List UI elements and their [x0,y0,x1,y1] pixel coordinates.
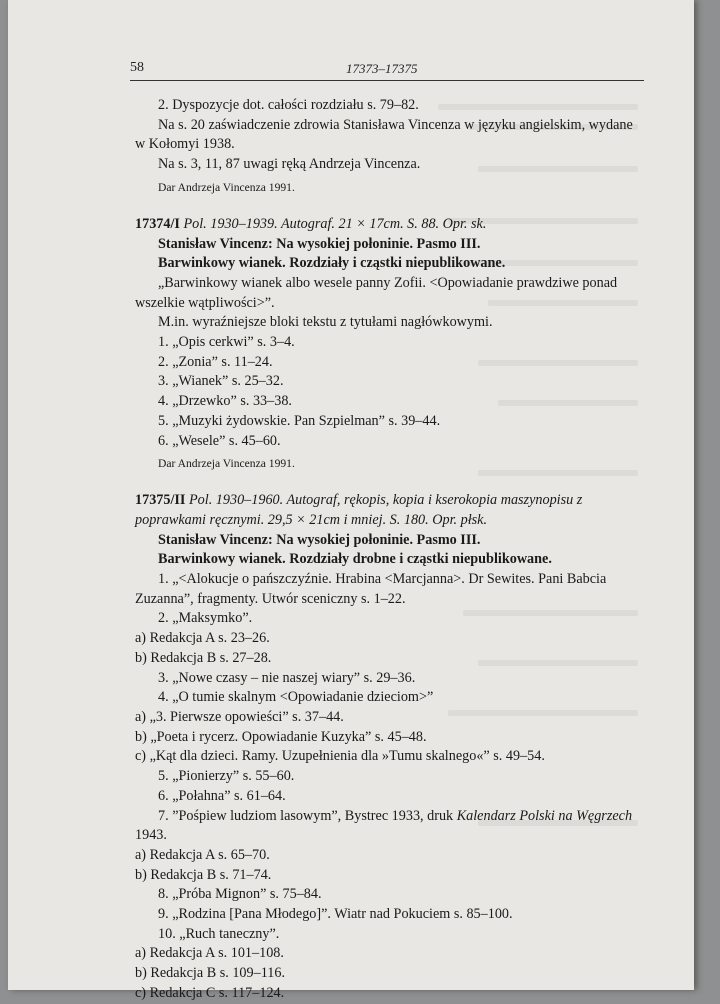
entry-title: Stanisław Vincenz: Na wysokiej połoninie. Pasmo III. [158,531,481,548]
page-header [130,58,644,81]
entry-title: Stanisław Vincenz: Na wysokiej połoninie. Pasmo III. [158,235,481,252]
list-item: 5. „Muzyki żydowskie. Pan Szpielman” s. 39–44. [158,412,441,429]
provenance-note: Dar Andrzeja Vincenza 1991. [158,180,295,194]
entry-description: Pol. 1930–1939. Autograf. 21 × 17cm. S. 88. Opr. sk. [183,215,487,232]
list-item: 10. „Ruch taneczny”. [158,925,280,942]
item-text: 1943. [135,827,167,844]
list-item [135,807,644,846]
list-item: 2. „Zonia” s. 11–24. [158,353,273,370]
catalog-entry-header [135,215,644,235]
list-item: 6. „Połahna” s. 61–64. [158,787,286,804]
list-subitem: a) Redakcja A s. 65–70. [135,846,270,863]
entry-signature: 17375/II [135,492,186,509]
list-item: 4. „Drzewko” s. 33–38. [158,393,292,410]
entry-quote: „Barwinkowy wianek albo wesele panny Zofii. <Opowiadanie prawdziwe ponad wszelkie wątpliwości>”. [135,274,618,311]
entry-subtitle: Barwinkowy wianek. Rozdziały drobne i cząstki niepublikowane. [158,551,552,568]
page-content [135,96,644,1004]
list-item: 9. „Rodzina [Pana Młodego]”. Wiatr nad Pokuciem s. 85–100. [158,906,513,923]
list-subitem: a) Redakcja A s. 23–26. [135,630,270,647]
page-number: 58 [130,60,144,75]
publication-title: Kalendarz Polski na Węgrzech [456,807,633,824]
entry-subtitle: Barwinkowy wianek. Rozdziały i cząstki niepublikowane. [158,255,506,272]
list-subitem: a) Redakcja A s. 101–108. [135,945,284,962]
running-head: 17373–17375 [346,61,418,76]
list-subitem: c) Redakcja C s. 117–124. [135,984,285,1001]
list-subitem: b) Redakcja B s. 71–74. [135,866,272,883]
text-line: Na s. 3, 11, 87 uwagi ręką Andrzeja Vincenza. [158,156,421,173]
list-subitem: b) „Poeta i rycerz. Opowiadanie Kuzyka” s. 45–48. [135,728,427,745]
item-text: 7. ”Pośpiew ludziom lasowym”, Bystrec 1933, druk [158,807,457,824]
entry-description: Pol. 1930–1960. Autograf, rękopis, kopia i kserokopia maszynopisu z poprawkami ręcznymi. 29,5 × 21cm i mniej. S. 180. Opr. płsk. [135,492,583,528]
list-item: 1. „<Alokucje o pańszczyźnie. Hrabina <Marcjanna>. Dr Sewites. Pani Babcia Zuzanna”, fragmenty. Utwór sceniczny s. 1–22. [135,571,607,607]
entry-intro: M.in. wyraźniejsze bloki tekstu z tytułami nagłówkowymi. [158,314,493,331]
provenance-note: Dar Andrzeja Vincenza 1991. [158,457,295,471]
list-item: 5. „Pionierzy” s. 55–60. [158,768,295,785]
list-subitem: b) Redakcja B s. 27–28. [135,649,272,666]
list-item: 4. „O tumie skalnym <Opowiadanie dzieciom>” [158,689,434,706]
list-subitem: c) „Kąt dla dzieci. Ramy. Uzupełnienia dla »Tumu skalnego«” s. 49–54. [135,748,545,765]
text-line: Na s. 20 zaświadczenie zdrowia Stanisława Vincenza w języku angielskim, wydane w Kołomyi 1938. [135,116,633,153]
catalog-entry-header [135,491,644,530]
list-subitem: b) Redakcja B s. 109–116. [135,965,285,982]
entry-signature: 17374/I [135,215,180,232]
list-item: 1. „Opis cerkwi” s. 3–4. [158,334,295,351]
list-item: 6. „Wesele” s. 45–60. [158,432,281,449]
document-page [8,0,694,1001]
list-subitem: a) „3. Pierwsze opowieści” s. 37–44. [135,708,344,725]
text-line: 2. Dyspozycje dot. całości rozdziału s. 79–82. [158,97,419,113]
list-item: 3. „Nowe czasy – nie naszej wiary” s. 29–36. [158,669,416,686]
list-item: 3. „Wianek” s. 25–32. [158,373,284,390]
list-item: 8. „Próba Mignon” s. 75–84. [158,886,322,903]
list-item: 2. „Maksymko”. [158,610,253,627]
